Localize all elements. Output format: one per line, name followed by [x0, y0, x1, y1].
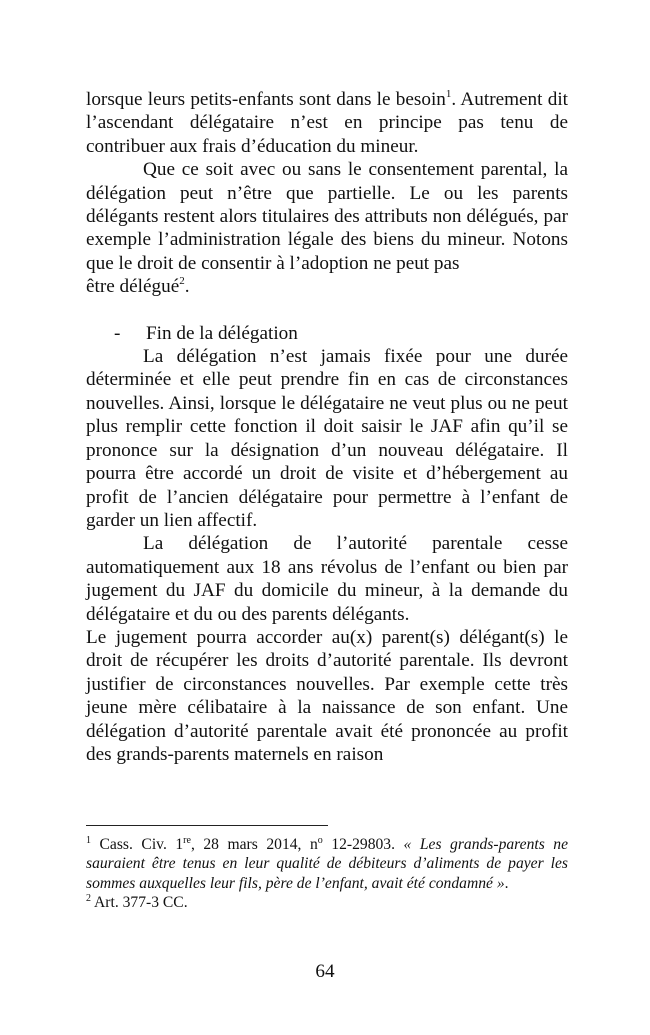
footnote-1-date: , 28 mars 2014, n — [190, 836, 318, 853]
paragraph-1-tail: . Autrement dit l’ascendant délégataire n’est en principe pas tenu de contribuer aux frais d’éducation du mineur. — [86, 89, 569, 157]
section-gap — [86, 299, 568, 322]
footnote-2 — [86, 893, 568, 912]
footnote-ref-1[interactable]: 1 — [445, 87, 452, 100]
paragraph-2-end — [86, 275, 568, 298]
footnote-1-quote: « Les grands-parents ne sauraient être tenus en leur qualité de débiteurs d’aliments de payer les sommes auxquelles leur fils, père de l’enfant, avait été condamné » — [86, 836, 569, 892]
footnote-1-number: 1 — [86, 834, 91, 846]
footnote-2-text: Art. 377-3 CC. — [91, 893, 188, 911]
paragraph-1-text: lorsque leurs petits-enfants sont dans le besoin — [86, 89, 446, 110]
footnote-ref-2[interactable]: 2 — [179, 274, 185, 287]
paragraph-5: Le jugement pourra accorder au(x) parent(s) délégant(s) le droit de récupérer les droits d’autorité parentale. Ils devront justifier de circonstances nouvelles. Par exemple cette très jeune mère célibataire à la naissance de son enfant. Une délégation d’autorité parentale avait été prononcée au profit des grands-parents maternels en raison — [86, 626, 568, 765]
footnotes — [86, 835, 568, 912]
footnote-1-citation: Cass. Civ. 1 — [91, 836, 184, 853]
section-dash: - — [114, 322, 121, 344]
footnote-1 — [86, 835, 568, 893]
paragraph-2-text: Que ce soit avec ou sans le consentement parental, la délégation peut n’être que partielle. Le ou les parents délégants restent alors titulaires des attributs non délégués, par exemple l’administration légale des biens du mineur. Notons que le droit de consentir à l’adoption ne peut pas — [86, 159, 568, 274]
footnote-1-ordinal: re — [183, 834, 191, 846]
page-body — [86, 88, 568, 766]
paragraph-2 — [86, 158, 568, 275]
paragraph-3: La délégation n’est jamais fixée pour une durée déterminée et elle peut prendre fin en cas de circonstances nouvelles. Ainsi, lorsque le délégataire ne veut plus ou ne peut plus remplir cette fonction il doit saisir le JAF afin qu’il se prononce sur la désignation d’un nouveau délégataire. Il pourra être accordé un droit de visite et d’hébergement au profit de l’ancien délégataire pour permettre à l’enfant de garder un lien affectif. — [86, 346, 568, 531]
paragraph-2-end-period: . — [184, 276, 190, 298]
paragraph-1 — [86, 88, 568, 158]
footnote-1-numero-mark: o — [317, 834, 323, 846]
paragraph-4: La délégation de l’autorité parentale cesse automatiquement aux 18 ans révolus de l’enfant ou bien par jugement du JAF du domicile du mineur, à la demande du délégataire et du ou des parents délégants. — [86, 533, 568, 625]
footnote-1-end: . — [504, 874, 509, 892]
paragraph-2-end-text: être délégué — [86, 276, 180, 298]
section-heading — [86, 322, 568, 345]
section-title: Fin de la délégation — [146, 322, 298, 344]
page-number: 64 — [315, 961, 335, 982]
footnote-1-case-number: 12-29803. — [322, 836, 404, 853]
footnote-2-number: 2 — [86, 892, 91, 904]
footnote-separator — [86, 825, 328, 826]
